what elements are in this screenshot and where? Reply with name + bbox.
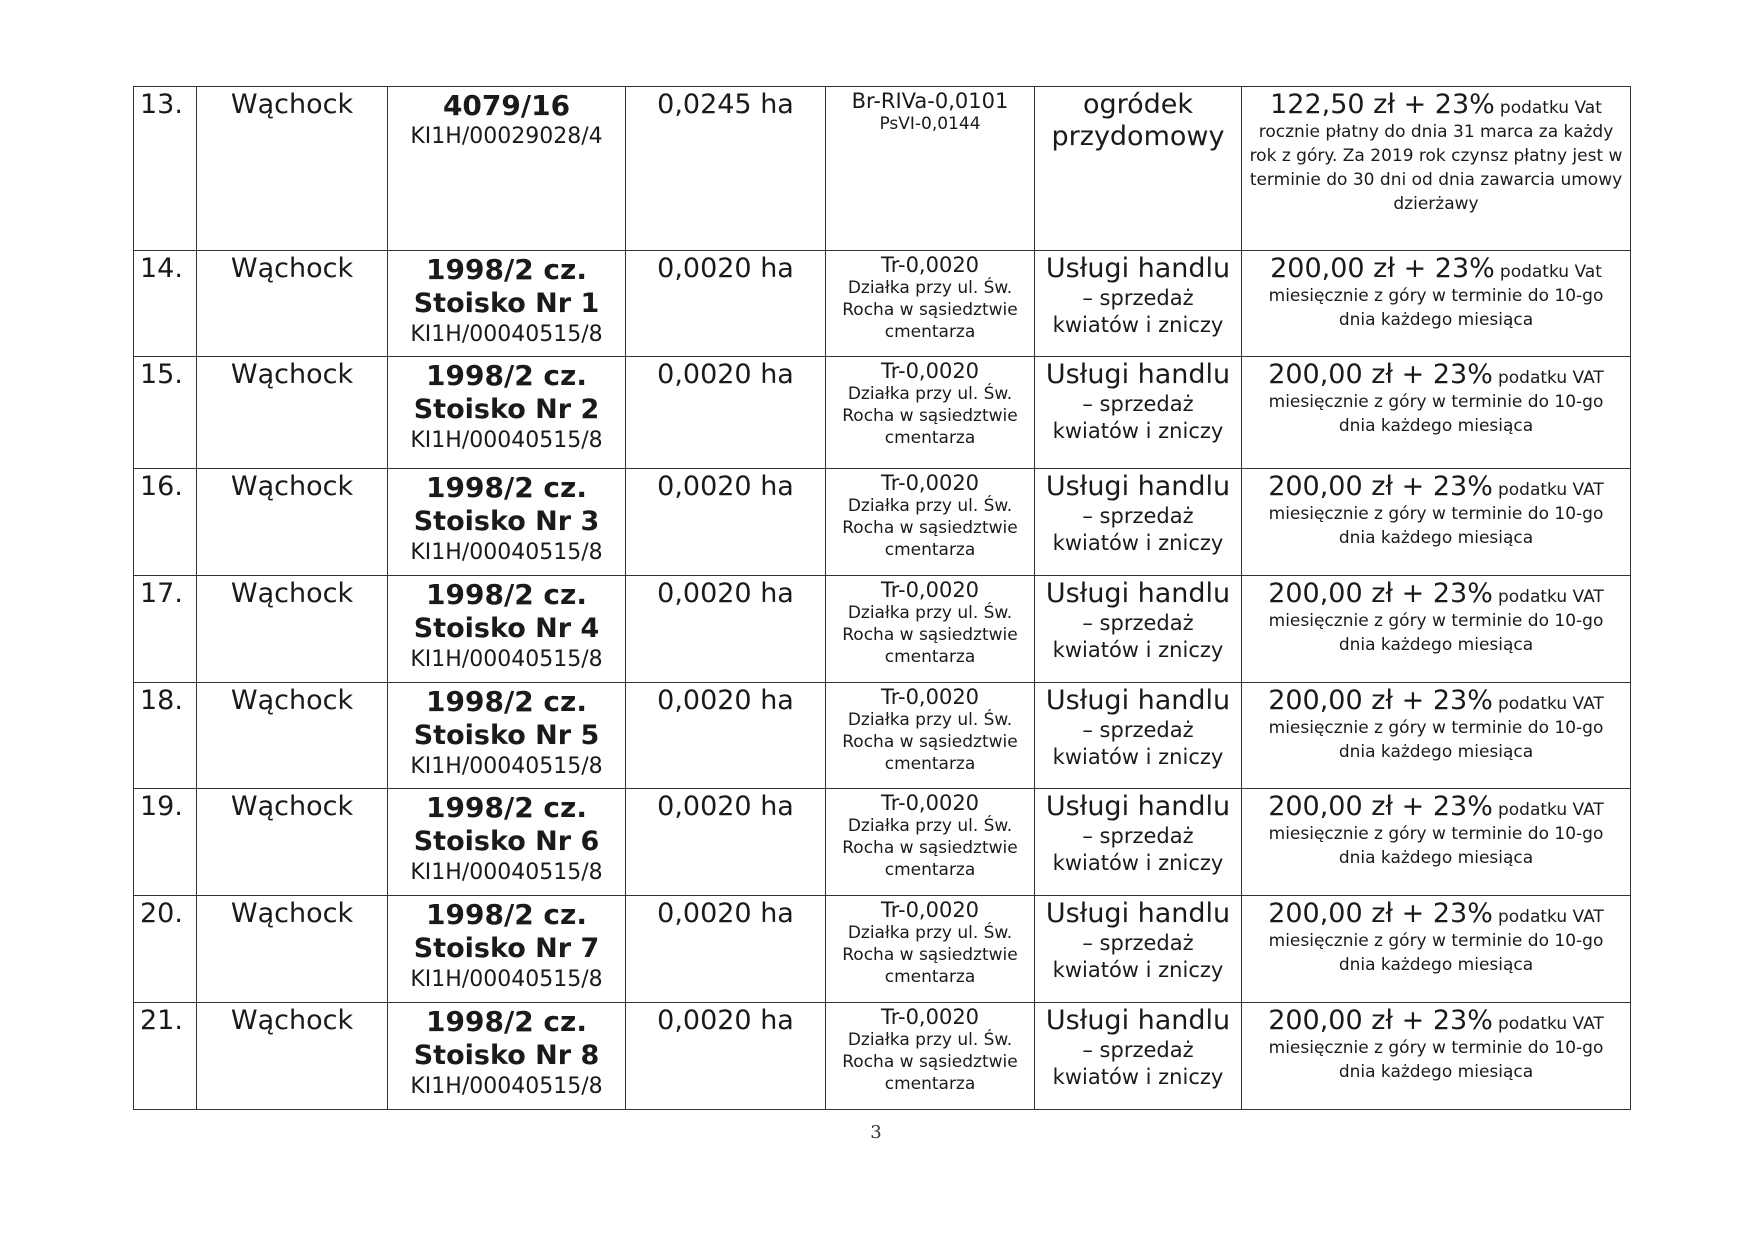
location-cell: Wąchock <box>197 576 388 683</box>
land-register-number: KI1H/00040515/8 <box>410 967 603 992</box>
land-class-cell <box>826 896 1035 1003</box>
plot-cell <box>388 251 626 357</box>
rent-cell <box>1242 87 1631 251</box>
land-class-cell <box>826 357 1035 469</box>
land-class-code: Tr-0,0020 <box>880 898 980 922</box>
land-register-number: KI1H/00040515/8 <box>410 860 603 885</box>
use-detail: – sprzedaż kwiatów i zniczy <box>1052 824 1224 875</box>
area-cell: 0,0020 ha <box>626 357 826 469</box>
rent-amount: 200,00 zł + 23% <box>1268 898 1493 929</box>
purpose-cell <box>1035 469 1242 576</box>
use-detail: – sprzedaż kwiatów i zniczy <box>1052 392 1224 443</box>
rent-terms: miesięcznie z góry w terminie do 10-go dnia każdego miesiąca <box>1268 931 1604 975</box>
land-class-code: Tr-0,0020 <box>880 359 980 383</box>
stall-number: Stoisko Nr 1 <box>413 288 600 319</box>
location-cell: Wąchock <box>197 469 388 576</box>
land-class-description: Działka przy ul. Św. Rocha w sąsiedztwie cmentarza <box>842 496 1018 560</box>
location-cell: Wąchock <box>197 1003 388 1110</box>
land-register-number: KI1H/00040515/8 <box>410 540 603 565</box>
area-cell: 0,0020 ha <box>626 683 826 789</box>
purpose-cell <box>1035 357 1242 469</box>
land-class-cell <box>826 1003 1035 1110</box>
land-class-code: Tr-0,0020 <box>880 578 980 602</box>
stall-number: Stoisko Nr 4 <box>413 613 600 644</box>
purpose-main: Usługi handlu <box>1045 359 1231 390</box>
land-register-number: KI1H/00040515/8 <box>410 754 603 779</box>
land-class-description: Działka przy ul. Św. Rocha w sąsiedztwie cmentarza <box>842 710 1018 774</box>
plot-cell <box>388 357 626 469</box>
location-cell: Wąchock <box>197 683 388 789</box>
plot-number: 1998/2 cz. <box>426 898 587 931</box>
land-class-description: Działka przy ul. Św. Rocha w sąsiedztwie cmentarza <box>842 923 1018 987</box>
purpose-cell <box>1035 87 1242 251</box>
purpose-cell <box>1035 1003 1242 1110</box>
area-cell: 0,0020 ha <box>626 896 826 1003</box>
stall-number: Stoisko Nr 5 <box>413 720 600 751</box>
rent-terms: miesięcznie z góry w terminie do 10-go dnia każdego miesiąca <box>1268 504 1604 548</box>
land-class-cell <box>826 789 1035 896</box>
land-class-code: Tr-0,0020 <box>880 685 980 709</box>
table-row <box>134 357 1631 469</box>
land-class-description: PsVI-0,0144 <box>879 114 981 134</box>
rent-tax-label: podatku VAT <box>1497 1014 1604 1034</box>
plot-cell <box>388 789 626 896</box>
rent-tax-label: podatku VAT <box>1497 800 1604 820</box>
land-register-number: KI1H/00040515/8 <box>410 647 603 672</box>
plot-number: 4079/16 <box>442 89 571 122</box>
land-class-cell <box>826 87 1035 251</box>
plot-number: 1998/2 cz. <box>426 471 587 504</box>
purpose-cell <box>1035 576 1242 683</box>
row-number: 15. <box>134 357 197 469</box>
table-body <box>134 87 1631 1110</box>
land-class-cell <box>826 469 1035 576</box>
table-row <box>134 469 1631 576</box>
land-class-cell <box>826 251 1035 357</box>
rent-amount: 122,50 zł + 23% <box>1270 89 1495 120</box>
rent-cell <box>1242 576 1631 683</box>
location-cell: Wąchock <box>197 896 388 1003</box>
purpose-cell <box>1035 789 1242 896</box>
rent-terms: miesięcznie z góry w terminie do 10-go dnia każdego miesiąca <box>1268 718 1604 762</box>
location-cell: Wąchock <box>197 87 388 251</box>
purpose-main: Usługi handlu <box>1045 685 1231 716</box>
use-detail: – sprzedaż kwiatów i zniczy <box>1052 504 1224 555</box>
row-number: 16. <box>134 469 197 576</box>
purpose-main: Usługi handlu <box>1045 253 1231 284</box>
stall-number: Stoisko Nr 7 <box>413 933 600 964</box>
land-class-cell <box>826 576 1035 683</box>
stall-number: Stoisko Nr 3 <box>413 506 600 537</box>
plot-number: 1998/2 cz. <box>426 685 587 718</box>
rent-tax-label: podatku Vat <box>1499 262 1602 282</box>
area-cell: 0,0245 ha <box>626 87 826 251</box>
area-cell: 0,0020 ha <box>626 251 826 357</box>
purpose-cell <box>1035 896 1242 1003</box>
use-detail: – sprzedaż kwiatów i zniczy <box>1052 931 1224 982</box>
rent-cell <box>1242 1003 1631 1110</box>
plot-cell <box>388 87 626 251</box>
land-class-description: Działka przy ul. Św. Rocha w sąsiedztwie cmentarza <box>842 603 1018 667</box>
purpose-main: Usługi handlu <box>1045 791 1231 822</box>
purpose-cell <box>1035 251 1242 357</box>
rent-terms: miesięcznie z góry w terminie do 10-go dnia każdego miesiąca <box>1268 286 1604 330</box>
land-register-number: KI1H/00040515/8 <box>410 1074 603 1099</box>
rent-cell <box>1242 469 1631 576</box>
location-cell: Wąchock <box>197 251 388 357</box>
location-cell: Wąchock <box>197 789 388 896</box>
page-number: 3 <box>870 1122 882 1143</box>
plot-cell <box>388 469 626 576</box>
land-register-number: KI1H/00029028/4 <box>410 124 603 149</box>
rent-amount: 200,00 zł + 23% <box>1268 791 1493 822</box>
purpose-main: Usługi handlu <box>1045 578 1231 609</box>
land-register-number: KI1H/00040515/8 <box>410 322 603 347</box>
plot-cell <box>388 1003 626 1110</box>
plot-cell <box>388 683 626 789</box>
table-row <box>134 683 1631 789</box>
area-cell: 0,0020 ha <box>626 469 826 576</box>
stall-number: Stoisko Nr 8 <box>413 1040 600 1071</box>
land-class-cell <box>826 683 1035 789</box>
location-cell: Wąchock <box>197 357 388 469</box>
table-row <box>134 251 1631 357</box>
row-number: 14. <box>134 251 197 357</box>
rent-tax-label: podatku Vat <box>1499 98 1602 118</box>
table-row <box>134 896 1631 1003</box>
lease-table <box>133 86 1631 1110</box>
rent-cell <box>1242 683 1631 789</box>
rent-tax-label: podatku VAT <box>1497 480 1604 500</box>
rent-terms: rocznie płatny do dnia 31 marca za każdy rok z góry. Za 2019 rok czynsz płatny jest w terminie do 30 dni od dnia zawarcia umowy dzierżawy <box>1249 122 1623 214</box>
row-number: 18. <box>134 683 197 789</box>
plot-number: 1998/2 cz. <box>426 359 587 392</box>
rent-cell <box>1242 357 1631 469</box>
plot-number: 1998/2 cz. <box>426 791 587 824</box>
row-number: 19. <box>134 789 197 896</box>
use-detail: – sprzedaż kwiatów i zniczy <box>1052 286 1224 337</box>
area-cell: 0,0020 ha <box>626 576 826 683</box>
land-class-code: Tr-0,0020 <box>880 791 980 815</box>
stall-number: Stoisko Nr 6 <box>413 826 600 857</box>
row-number: 20. <box>134 896 197 1003</box>
purpose-main: Usługi handlu <box>1045 1005 1231 1036</box>
row-number: 17. <box>134 576 197 683</box>
plot-cell <box>388 576 626 683</box>
rent-terms: miesięcznie z góry w terminie do 10-go dnia każdego miesiąca <box>1268 392 1604 436</box>
rent-amount: 200,00 zł + 23% <box>1268 578 1493 609</box>
use-detail: – sprzedaż kwiatów i zniczy <box>1052 718 1224 769</box>
use-detail: – sprzedaż kwiatów i zniczy <box>1052 611 1224 662</box>
rent-terms: miesięcznie z góry w terminie do 10-go dnia każdego miesiąca <box>1268 611 1604 655</box>
plot-number: 1998/2 cz. <box>426 578 587 611</box>
rent-amount: 200,00 zł + 23% <box>1268 359 1493 390</box>
use-detail: – sprzedaż kwiatów i zniczy <box>1052 1038 1224 1089</box>
rent-tax-label: podatku VAT <box>1497 694 1604 714</box>
area-cell: 0,0020 ha <box>626 789 826 896</box>
area-cell: 0,0020 ha <box>626 1003 826 1110</box>
table-row <box>134 87 1631 251</box>
plot-number: 1998/2 cz. <box>426 253 587 286</box>
rent-terms: miesięcznie z góry w terminie do 10-go dnia każdego miesiąca <box>1268 1038 1604 1082</box>
land-class-code: Tr-0,0020 <box>880 471 980 495</box>
table-row <box>134 576 1631 683</box>
land-class-code: Br-RIVa-0,0101 <box>851 89 1009 113</box>
purpose-main: Usługi handlu <box>1045 898 1231 929</box>
purpose-main: Usługi handlu <box>1045 471 1231 502</box>
rent-amount: 200,00 zł + 23% <box>1268 471 1493 502</box>
table-row <box>134 1003 1631 1110</box>
land-class-description: Działka przy ul. Św. Rocha w sąsiedztwie cmentarza <box>842 384 1018 448</box>
land-class-code: Tr-0,0020 <box>880 1005 980 1029</box>
land-class-description: Działka przy ul. Św. Rocha w sąsiedztwie cmentarza <box>842 1030 1018 1094</box>
rent-cell <box>1242 251 1631 357</box>
rent-cell <box>1242 896 1631 1003</box>
land-register-number: KI1H/00040515/8 <box>410 428 603 453</box>
rent-amount: 200,00 zł + 23% <box>1268 685 1493 716</box>
purpose-cell <box>1035 683 1242 789</box>
rent-amount: 200,00 zł + 23% <box>1268 1005 1493 1036</box>
land-class-description: Działka przy ul. Św. Rocha w sąsiedztwie cmentarza <box>842 816 1018 880</box>
rent-tax-label: podatku VAT <box>1497 368 1604 388</box>
land-class-description: Działka przy ul. Św. Rocha w sąsiedztwie cmentarza <box>842 278 1018 342</box>
rent-terms: miesięcznie z góry w terminie do 10-go dnia każdego miesiąca <box>1268 824 1604 868</box>
table-row <box>134 789 1631 896</box>
row-number: 21. <box>134 1003 197 1110</box>
row-number: 13. <box>134 87 197 251</box>
plot-number: 1998/2 cz. <box>426 1005 587 1038</box>
rent-tax-label: podatku VAT <box>1497 587 1604 607</box>
rent-cell <box>1242 789 1631 896</box>
purpose-main: ogródek przydomowy <box>1051 89 1225 152</box>
stall-number: Stoisko Nr 2 <box>413 394 600 425</box>
rent-tax-label: podatku VAT <box>1497 907 1604 927</box>
plot-cell <box>388 896 626 1003</box>
land-class-code: Tr-0,0020 <box>880 253 980 277</box>
rent-amount: 200,00 zł + 23% <box>1270 253 1495 284</box>
